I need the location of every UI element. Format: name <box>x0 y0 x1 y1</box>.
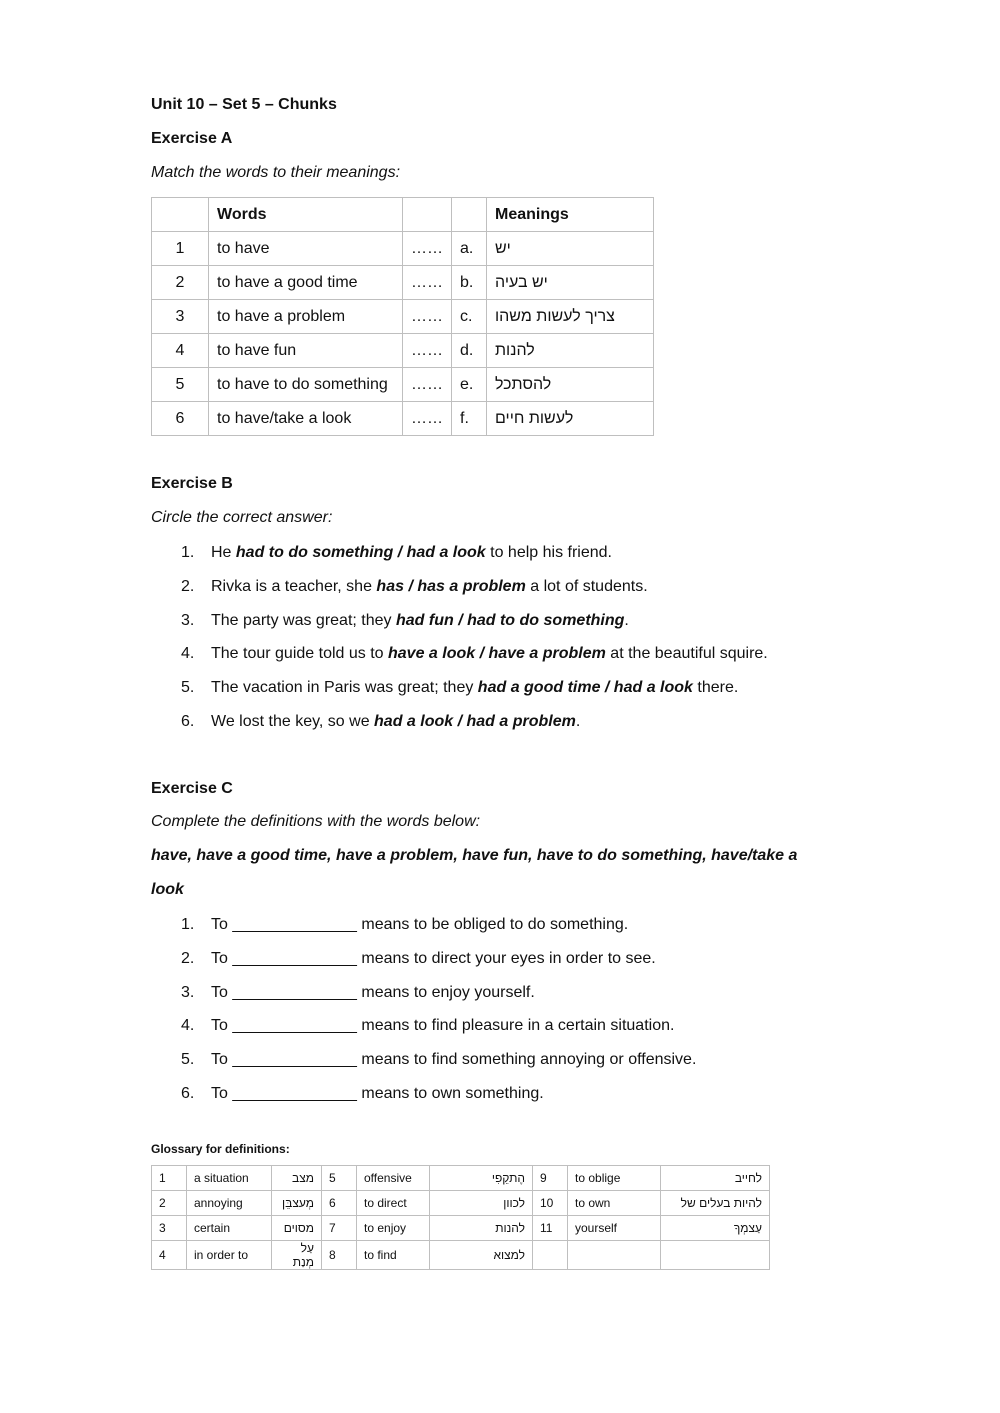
sentence-start: Rivka is a teacher, she <box>211 577 377 595</box>
row-number: 1 <box>152 232 209 266</box>
table-row <box>152 334 654 368</box>
table-row <box>152 266 654 300</box>
item-number: 5. <box>181 679 195 697</box>
list-item <box>181 1014 696 1048</box>
definition-text[interactable]: To ______________ means to be obliged to do something. <box>211 916 629 933</box>
definition-text[interactable]: To ______________ means to find something annoying or offensive. <box>211 1051 697 1069</box>
meaning-cell <box>487 300 654 334</box>
glossary-hebrew: לחייב <box>661 1166 770 1191</box>
table-row <box>152 402 654 436</box>
table-row <box>152 368 654 402</box>
glossary-english: in order to <box>187 1241 272 1270</box>
exercise-a-heading: Exercise A <box>151 130 233 147</box>
list-item <box>181 642 768 676</box>
glossary-english: offensive <box>357 1166 430 1191</box>
word-bank-line-1: have, have a good time, have a problem, have fun, have to do something, have/take a <box>151 847 798 864</box>
exercise-b-heading: Exercise B <box>151 475 233 492</box>
answer-choices[interactable]: had a look / had a problem <box>374 712 576 730</box>
word-cell: to have fun <box>209 334 403 368</box>
sentence-end: to help his friend. <box>485 544 612 561</box>
table-header-row <box>152 198 654 232</box>
item-number: 1. <box>181 544 195 561</box>
glossary-number: 6 <box>322 1191 357 1216</box>
sentence-end: at the beautiful squire. <box>605 645 768 663</box>
meaning-text: להסתכל <box>495 375 552 393</box>
meaning-text: יש <box>495 239 511 257</box>
item-number: 5. <box>181 1051 195 1069</box>
sentence-start: The tour guide told us to <box>211 645 388 663</box>
meaning-letter: b. <box>452 266 487 300</box>
word-cell: to have/take a look <box>209 402 403 436</box>
meaning-letter: e. <box>452 368 487 402</box>
meaning-letter: c. <box>452 300 487 334</box>
list-item <box>181 1048 696 1082</box>
meaning-text: להנות <box>495 341 535 359</box>
word-cell: to have <box>209 232 403 266</box>
words-header: Words <box>209 198 403 232</box>
answer-choices[interactable]: had a good time / had a look <box>477 679 693 697</box>
table-row <box>152 1216 770 1241</box>
meaning-text: יש בעיה <box>495 273 548 291</box>
item-number: 6. <box>181 1084 195 1102</box>
glossary-hebrew: מצב <box>272 1166 322 1191</box>
list-item <box>181 575 768 609</box>
sentence-start: The party was great; they <box>211 611 396 629</box>
answer-blank[interactable]: …… <box>403 232 452 266</box>
exercise-c-heading: Exercise C <box>151 780 233 797</box>
item-number: 3. <box>181 611 195 629</box>
item-number: 1. <box>181 916 195 933</box>
meaning-cell <box>487 368 654 402</box>
sentence-start: He <box>211 544 236 561</box>
sentence-end: . <box>575 712 581 730</box>
sentence-end: . <box>624 611 629 629</box>
table-row <box>152 300 654 334</box>
glossary-english <box>568 1241 661 1270</box>
glossary-number: 4 <box>152 1241 187 1270</box>
exercise-a-instruction: Match the words to their meanings: <box>151 164 401 181</box>
glossary-hebrew: מסוים <box>272 1216 322 1241</box>
answer-blank[interactable]: …… <box>403 402 452 436</box>
list-item <box>181 541 768 575</box>
row-number: 6 <box>152 402 209 436</box>
definition-text[interactable]: To ______________ means to own something. <box>211 1084 544 1102</box>
meaning-cell <box>487 266 654 300</box>
item-number: 6. <box>181 712 195 730</box>
sentence-start: The vacation in Paris was great; they <box>211 679 478 697</box>
glossary-table <box>151 1165 770 1270</box>
list-item <box>181 981 696 1015</box>
worksheet-title: Unit 10 – Set 5 – Chunks <box>151 96 337 113</box>
meaning-letter: f. <box>452 402 487 436</box>
word-cell: to have a good time <box>209 266 403 300</box>
row-number: 3 <box>152 300 209 334</box>
answer-choices[interactable]: have a look / have a problem <box>388 645 606 663</box>
glossary-hebrew: להיות בעלים של <box>661 1191 770 1216</box>
item-number: 4. <box>181 1017 195 1035</box>
word-cell: to have to do something <box>209 368 403 402</box>
sentence-start: We lost the key, so we <box>211 712 375 730</box>
exercise-b-instruction: Circle the correct answer: <box>151 509 333 526</box>
glossary-number <box>533 1241 568 1270</box>
row-number: 4 <box>152 334 209 368</box>
meaning-cell <box>487 334 654 368</box>
answer-blank[interactable]: …… <box>403 334 452 368</box>
meaning-cell <box>487 232 654 266</box>
meaning-text: צריך לעשות משהו <box>495 307 615 325</box>
word-bank-line-2: look <box>151 881 184 898</box>
glossary-hebrew: למצוא <box>430 1241 533 1270</box>
word-cell: to have a problem <box>209 300 403 334</box>
answer-choices[interactable]: has / has a problem <box>376 577 526 595</box>
answer-choices[interactable]: had fun / had to do something <box>395 611 625 629</box>
meanings-header: Meanings <box>487 198 654 232</box>
answer-blank[interactable]: …… <box>403 368 452 402</box>
exercise-c-list <box>181 913 696 1116</box>
glossary-english: to own <box>568 1191 661 1216</box>
glossary-hebrew: עַצמְךָ <box>661 1216 770 1241</box>
definition-text[interactable]: To ______________ means to enjoy yourself. <box>211 983 535 1001</box>
answer-blank[interactable]: …… <box>403 266 452 300</box>
list-item <box>181 609 768 643</box>
exercise-c-instruction: Complete the definitions with the words below: <box>151 813 481 830</box>
row-number: 5 <box>152 368 209 402</box>
glossary-number: 9 <box>533 1166 568 1191</box>
list-item <box>181 913 696 947</box>
table-row <box>152 1241 770 1270</box>
meaning-text: לעשות חיים <box>495 409 574 427</box>
glossary-number: 1 <box>152 1166 187 1191</box>
sentence-end: a lot of students. <box>525 577 648 595</box>
glossary-hebrew: לכוון <box>430 1191 533 1216</box>
glossary-hebrew: מְעצבֵּן <box>272 1191 322 1216</box>
glossary-number: 5 <box>322 1166 357 1191</box>
table-row <box>152 1166 770 1191</box>
glossary-english: annoying <box>187 1191 272 1216</box>
glossary-number: 11 <box>533 1216 568 1241</box>
definition-text[interactable]: To ______________ means to direct your eyes in order to see. <box>211 949 656 967</box>
item-number: 2. <box>181 949 195 967</box>
list-item <box>181 947 696 981</box>
item-number: 4. <box>181 645 195 663</box>
table-row <box>152 1191 770 1216</box>
glossary-english: yourself <box>568 1216 661 1241</box>
glossary-english: to oblige <box>568 1166 661 1191</box>
glossary-hebrew: הֶתקֵפִי <box>430 1166 533 1191</box>
table-row <box>152 232 654 266</box>
glossary-number: 10 <box>533 1191 568 1216</box>
item-number: 3. <box>181 983 195 1001</box>
glossary-number: 8 <box>322 1241 357 1270</box>
glossary-english: a situation <box>187 1166 272 1191</box>
glossary-number: 7 <box>322 1216 357 1241</box>
meaning-letter: d. <box>452 334 487 368</box>
glossary-number: 2 <box>152 1191 187 1216</box>
glossary-english: to find <box>357 1241 430 1270</box>
row-number: 2 <box>152 266 209 300</box>
list-item <box>181 710 768 744</box>
answer-choices[interactable]: had to do something / had a look <box>235 544 486 561</box>
matching-table <box>151 197 654 436</box>
list-item <box>181 676 768 710</box>
glossary-english: to direct <box>357 1191 430 1216</box>
answer-blank[interactable]: …… <box>403 300 452 334</box>
glossary-hebrew <box>661 1241 770 1270</box>
meaning-letter: a. <box>452 232 487 266</box>
meaning-cell <box>487 402 654 436</box>
definition-text[interactable]: To ______________ means to find pleasure in a certain situation. <box>211 1017 675 1035</box>
glossary-english: to enjoy <box>357 1216 430 1241</box>
glossary-hebrew: להנות <box>430 1216 533 1241</box>
glossary-hebrew: עַל מְנַת <box>272 1241 322 1270</box>
exercise-b-list <box>181 541 768 744</box>
glossary-english: certain <box>187 1216 272 1241</box>
glossary-number: 3 <box>152 1216 187 1241</box>
sentence-end: there. <box>692 679 739 697</box>
list-item <box>181 1082 696 1116</box>
glossary-heading: Glossary for definitions: <box>151 1142 290 1156</box>
item-number: 2. <box>181 577 195 595</box>
